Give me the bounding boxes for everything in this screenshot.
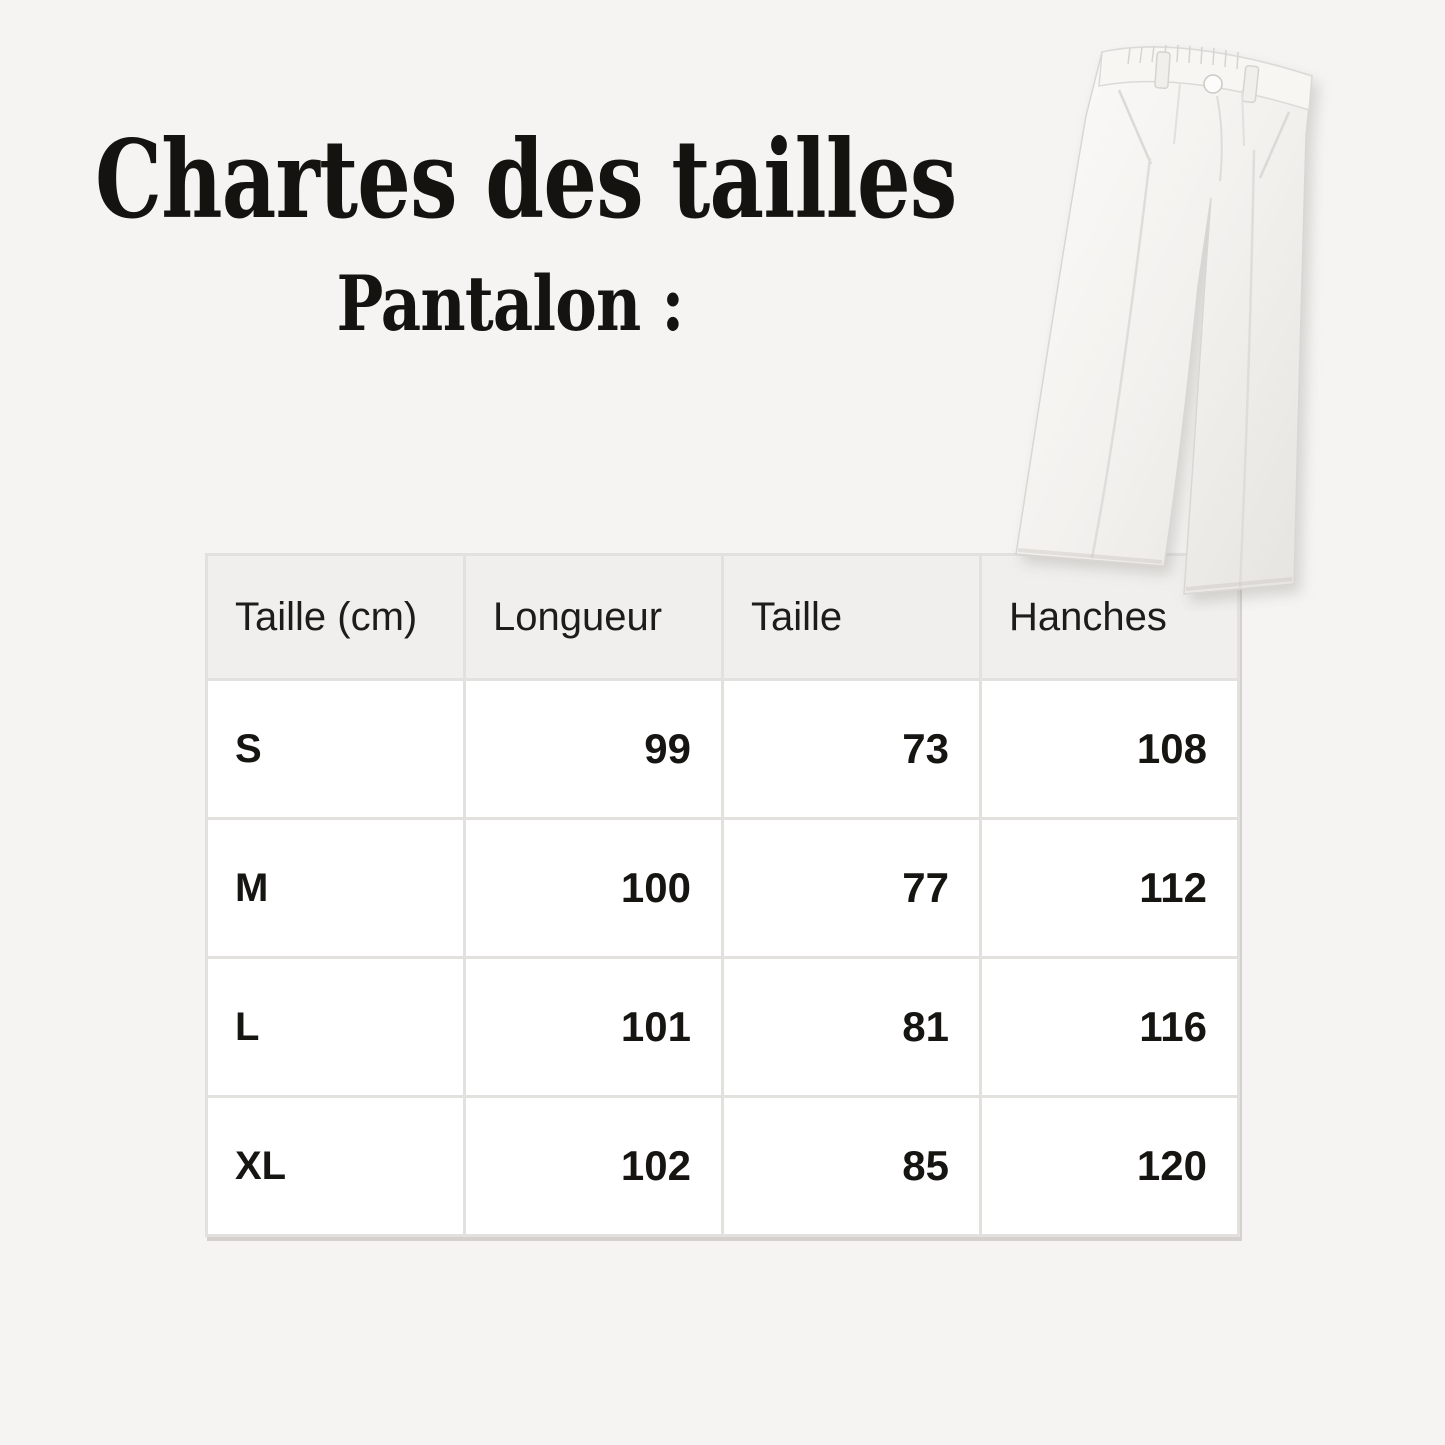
header-cell-hanches: Hanches [982,556,1237,678]
size-chart-table [205,553,1240,1237]
pants-silhouette [1016,47,1312,594]
header-cell-taille-cm: Taille (cm) [208,556,463,678]
row-m-taille: 77 [724,820,979,956]
row-l-hanches: 116 [982,959,1237,1095]
row-m-size: M [208,820,463,956]
heading-block [95,117,957,348]
row-xl-longueur: 102 [466,1098,721,1234]
row-s-hanches: 108 [982,681,1237,817]
white-pants-illustration [988,26,1348,611]
header-cell-taille: Taille [724,556,979,678]
page-title: Chartes des tailles [95,117,957,243]
row-xl-size: XL [208,1098,463,1234]
row-l-longueur: 101 [466,959,721,1095]
row-s-taille: 73 [724,681,979,817]
row-s-size: S [208,681,463,817]
page-subtitle: Pantalon : [336,259,684,348]
waist-button [1204,75,1222,93]
pants-photo [988,26,1348,611]
row-m-hanches: 112 [982,820,1237,956]
row-s-longueur: 99 [466,681,721,817]
row-xl-taille: 85 [724,1098,979,1234]
row-l-taille: 81 [724,959,979,1095]
row-l-size: L [208,959,463,1095]
belt-loop [1155,52,1170,89]
header-cell-longueur: Longueur [466,556,721,678]
row-xl-hanches: 120 [982,1098,1237,1234]
row-m-longueur: 100 [466,820,721,956]
belt-loop [1242,65,1259,102]
